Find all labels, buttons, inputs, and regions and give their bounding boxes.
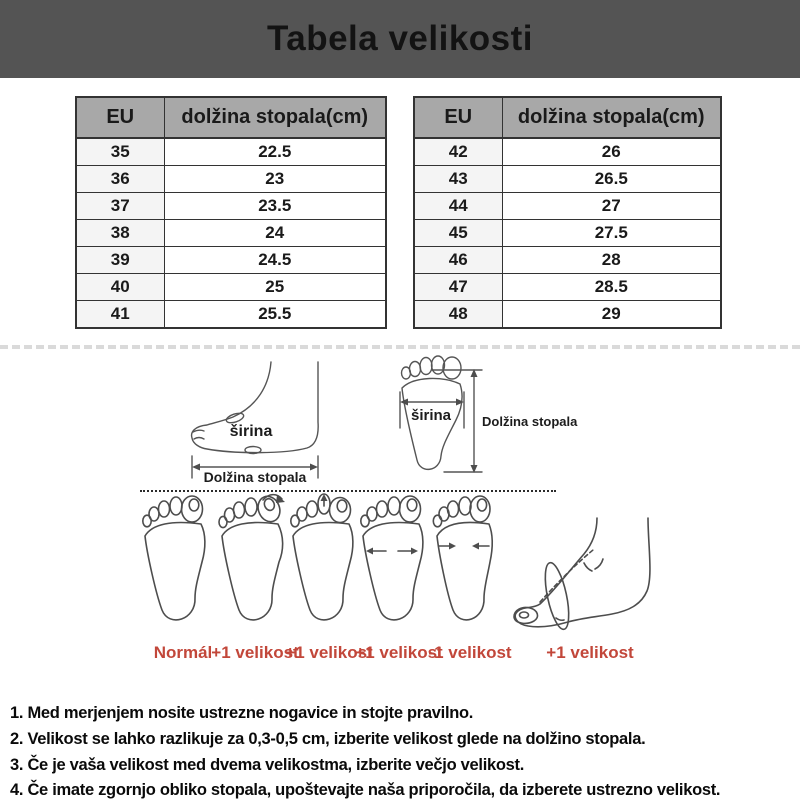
- dotted-baseline: [140, 490, 556, 492]
- eu-size: 42: [414, 138, 502, 166]
- column-header-length: dolžina stopala(cm): [502, 97, 721, 138]
- note-2: 2. Velikost se lahko razlikuje za 0,3-0,5 cm, izberite velikost glede na dolžino stopala.: [10, 729, 646, 748]
- foot-length: 24: [164, 220, 386, 247]
- foot-type-label-bunion: +1 velikost: [211, 643, 299, 662]
- table-row: [76, 193, 386, 220]
- eu-size: 48: [414, 301, 502, 329]
- table-header-row: [414, 97, 721, 138]
- table-row: [76, 166, 386, 193]
- note-3: 3. Če je vaša velikost med dvema velikostma, izberite večjo velikost.: [10, 755, 524, 774]
- foot-shape-narrow-icon: [432, 494, 498, 636]
- foot-type-label-long-second-toe: +1 velikost: [285, 643, 373, 662]
- size-table-left: [75, 96, 387, 329]
- eu-size: 35: [76, 138, 164, 166]
- eu-size: 38: [76, 220, 164, 247]
- table-row: [76, 301, 386, 329]
- foot-length: 28: [502, 247, 721, 274]
- foot-length: 25.5: [164, 301, 386, 329]
- foot-side-view-icon: [183, 360, 333, 484]
- table-row: [414, 138, 721, 166]
- size-table-right: [413, 96, 722, 329]
- foot-shape-long-second-toe-icon: [290, 494, 356, 636]
- foot-shape-bunion-icon: [219, 494, 285, 636]
- foot-side-measure-diagram: [183, 360, 333, 484]
- table-row: [76, 138, 386, 166]
- foot-type-label-narrow: -1 velikost: [428, 643, 512, 662]
- foot-type-label-normal: Normál: [153, 643, 213, 662]
- foot-length: 26: [502, 138, 721, 166]
- foot-shape-high-instep-icon: [500, 514, 660, 639]
- foot-type-label-high-instep: +1 velikost: [546, 643, 634, 662]
- dashed-separator: [0, 345, 800, 349]
- eu-size: 46: [414, 247, 502, 274]
- foot-length: 24.5: [164, 247, 386, 274]
- table-row: [76, 247, 386, 274]
- table-row: [414, 274, 721, 301]
- table-row: [414, 220, 721, 247]
- foot-length: 26.5: [502, 166, 721, 193]
- measurement-notes: [10, 701, 798, 800]
- eu-size: 36: [76, 166, 164, 193]
- foot-top-view-icon: [398, 356, 598, 482]
- eu-size: 40: [76, 274, 164, 301]
- foot-type-label-wide: +1 velikost: [355, 643, 443, 662]
- table-row: [414, 193, 721, 220]
- foot-length: 27.5: [502, 220, 721, 247]
- width-label: širina: [411, 407, 452, 424]
- table-header-row: [76, 97, 386, 138]
- column-header-length: dolžina stopala(cm): [164, 97, 386, 138]
- note-1: 1. Med merjenjem nosite ustrezne nogavice in stojte pravilno.: [10, 704, 474, 722]
- table-row: [414, 166, 721, 193]
- length-label: Dolžina stopala: [482, 414, 578, 429]
- foot-length: 22.5: [164, 138, 386, 166]
- note-4: 4. Če imate zgornjo obliko stopala, upoštevajte naša priporočila, da izberete ustrezno velikost.: [10, 781, 721, 800]
- foot-length: 25: [164, 274, 386, 301]
- foot-length: 28.5: [502, 274, 721, 301]
- foot-length: 23: [164, 166, 386, 193]
- eu-size: 43: [414, 166, 502, 193]
- length-label: Dolžina stopala: [203, 469, 307, 485]
- eu-size: 47: [414, 274, 502, 301]
- column-header-eu: EU: [414, 97, 502, 138]
- table-row: [76, 220, 386, 247]
- eu-size: 44: [414, 193, 502, 220]
- eu-size: 41: [76, 301, 164, 329]
- column-header-eu: EU: [76, 97, 164, 138]
- eu-size: 39: [76, 247, 164, 274]
- title-banner: [0, 0, 800, 78]
- foot-length: 27: [502, 193, 721, 220]
- width-label: širina: [229, 423, 273, 440]
- table-row: [414, 247, 721, 274]
- foot-top-measure-diagram: [398, 356, 598, 482]
- foot-shape-normal-icon: [142, 494, 208, 636]
- foot-shape-wide-icon: [360, 494, 426, 636]
- eu-size: 45: [414, 220, 502, 247]
- table-row: [414, 301, 721, 329]
- foot-length: 29: [502, 301, 721, 329]
- foot-length: 23.5: [164, 193, 386, 220]
- page-title: Tabela velikosti: [266, 19, 534, 58]
- table-row: [76, 274, 386, 301]
- eu-size: 37: [76, 193, 164, 220]
